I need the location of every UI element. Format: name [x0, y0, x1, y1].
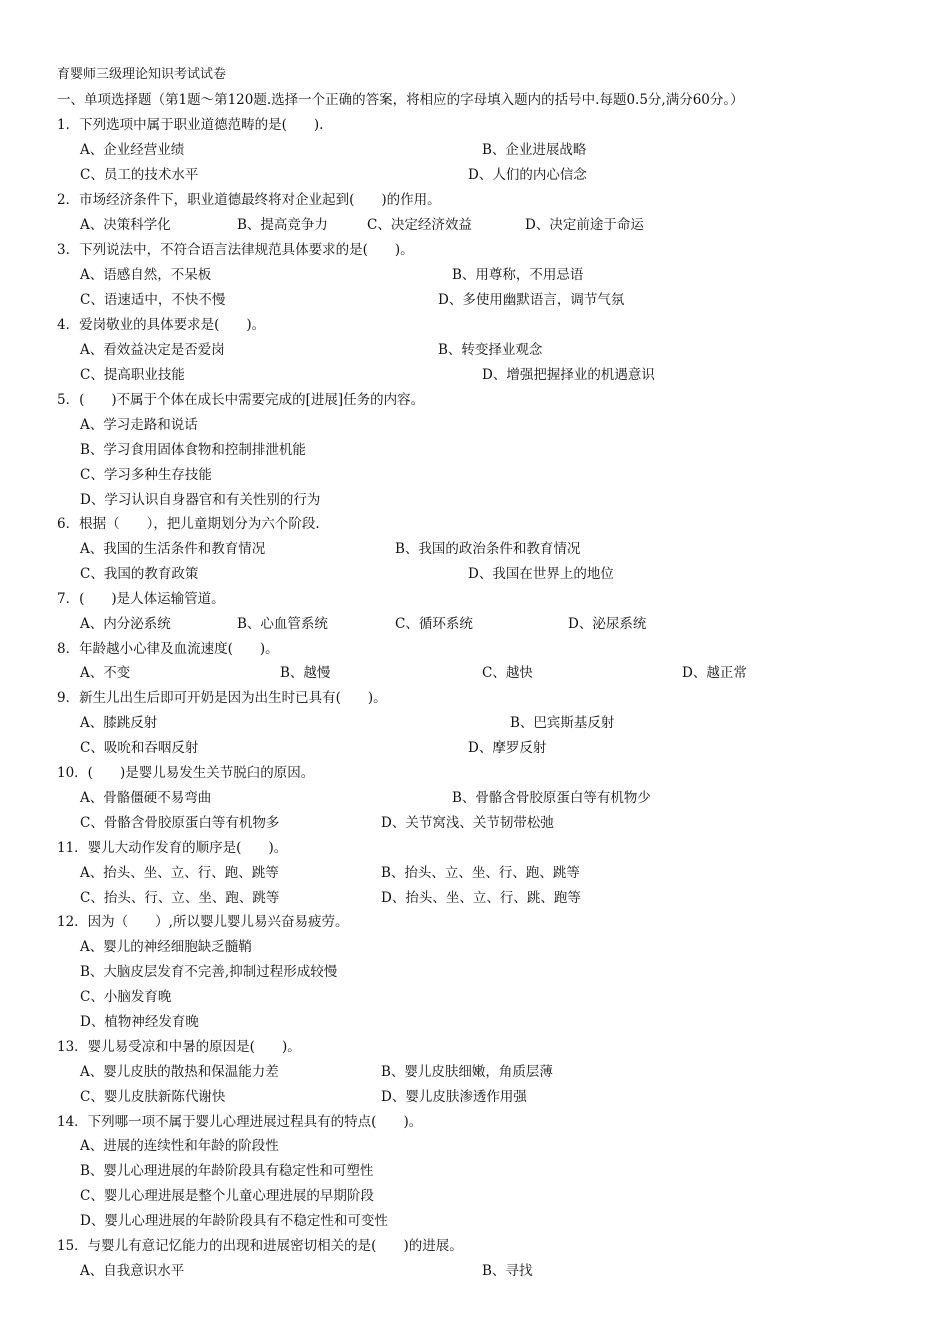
exam-page: 育婴师三级理论知识考试试卷 一、单项选择题（第1题～第120题.选择一个正确的答案，将相应的字母填入题内的括号中.每题0.5分,满分60分。） 1．下列选项中属于职业道德范畴的是( ). A、企业经营业绩 B、企业进展战略 C、员工的技术水平 D、人们的内心信念 2．市场经济条件下，职业道德最终将对企业起到( )的作用。 A、决策科学化 B、提高竞争力 C、决定经济效益 D、决定前途于命运 3．下列说法中，不符合语言法律规范具体要求的是( )。 A、语感自然，不呆板 B、用尊称，不用忌语 C、语速适中，不快不慢 D、多使用幽默语言，调节气氛 4．爱岗敬业的具体要求是( )。 A、看效益决定是否爱岗 B、转变择业观念 C、提高职业技能 D、增强把握择业的机遇意识 5．( )不属于个体在成长中需要完成的[进展]任务的内容。 A、学习走路和说话 B、学习食用固体食物和控制排泄机能 C、学习多种生存技能 D、学习认识自身器官和有关性别的行为 6．根据（ ），把儿童期划分为六个阶段. A、我国的生活条件和教育情况 B、我国的政治条件和教育情况 C、我国的教育政策 D、我国在世界上的地位 7．( )是人体运输管道。 A、内分泌系统 B、心血管系统 C、循环系统 D、泌尿系统 8．年龄越小心律及血流速度( )。 A、不变 B、越慢 C、越快 D、越正常 9．新生儿出生后即可开奶是因为出生时已具有( )。 A、膝跳反射 B、巴宾斯基反射 C、吸吮和吞咽反射 D、摩罗反射 10．( )是婴儿易发生关节脱臼的原因。 A、骨骼僵硬不易弯曲 B、骨骼含骨胶原蛋白等有机物少 C、骨骼含骨胶原蛋白等有机物多 D、关节窝浅、关节韧带松弛 11．婴儿大动作发育的顺序是( )。 A、抬头、坐、立、行、跑、跳等 B、抬头、立、坐、行、跑、跳等 C、抬头、行、立、坐、跑、跳等 D、抬头、坐、立、行、跳、跑等 12．因为（ ）,所以婴儿婴儿易兴奋易疲劳。 A、婴儿的神经细胞缺乏髓鞘 B、大脑皮层发育不完善,抑制过程形成较慢 C、小脑发育晚 D、植物神经发育晚 13．婴儿易受凉和中暑的原因是( )。 A、婴儿皮肤的散热和保温能力差 B、婴儿皮肤细嫩，角质层薄 C、婴儿皮肤新陈代谢快 D、婴儿皮肤渗透作用强 14．下列哪一项不属于婴儿心理进展过程具有的特点( )。 A、进展的连续性和年龄的阶段性 B、婴儿心理进展的年龄阶段具有稳定性和可塑性 C、婴儿心理进展是整个儿童心理进展的早期阶段 D、婴儿心理进展的年龄阶段具有不稳定性和可变性 15．与婴儿有意记忆能力的出现和进展密切相关的是( )的进展。 A、自我意识水平 B、寻找	[0, 0, 950, 1344]
option: C、决定经济效益	[367, 217, 472, 233]
option: D、摩罗反射	[468, 740, 547, 756]
option: A、语感自然，不呆板	[80, 267, 212, 283]
option: D、婴儿皮肤渗透作用强	[381, 1089, 527, 1105]
option: A、决策科学化	[80, 217, 171, 233]
option: B、婴儿皮肤细嫩，角质层薄	[381, 1064, 553, 1080]
option: A、企业经营业绩	[80, 142, 185, 158]
option: B、寻找	[482, 1263, 533, 1279]
option: D、抬头、坐、立、行、跳、跑等	[381, 890, 581, 906]
option: C、越快	[482, 665, 533, 681]
option: D、增强把握择业的机遇意识	[482, 367, 655, 383]
option: D、婴儿心理进展的年龄阶段具有不稳定性和可变性	[80, 1213, 388, 1229]
option: A、骨骼僵硬不易弯曲	[80, 790, 212, 806]
option: B、巴宾斯基反射	[510, 715, 615, 731]
option: C、提高职业技能	[80, 367, 185, 383]
option: A、不变	[80, 665, 131, 681]
option: A、内分泌系统	[80, 616, 171, 632]
option: D、决定前途于命运	[525, 217, 644, 233]
option: D、植物神经发育晚	[80, 1014, 199, 1030]
option: B、我国的政治条件和教育情况	[395, 541, 581, 557]
option: C、语速适中，不快不慢	[80, 292, 226, 308]
option: B、骨骼含骨胶原蛋白等有机物少	[452, 790, 651, 806]
option: D、越正常	[682, 665, 747, 681]
option: D、我国在世界上的地位	[468, 566, 614, 582]
option: D、关节窝浅、关节韧带松弛	[381, 815, 554, 831]
option: C、我国的教育政策	[80, 566, 199, 582]
option: B、提高竞争力	[237, 217, 328, 233]
option: B、抬头、立、坐、行、跑、跳等	[381, 865, 580, 881]
option: D、泌尿系统	[568, 616, 647, 632]
option: B、婴儿心理进展的年龄阶段具有稳定性和可塑性	[80, 1163, 374, 1179]
option: C、员工的技术水平	[80, 167, 199, 183]
instructions-text: 一、单项选择题（第1题～第120题.选择一个正确的答案，将相应的字母填入题内的括号中.每题0.5分,满分60分。）	[57, 92, 744, 108]
option: B、学习食用固体食物和控制排泄机能	[80, 442, 306, 458]
option: B、心血管系统	[237, 616, 328, 632]
option: C、骨骼含骨胶原蛋白等有机物多	[80, 815, 280, 831]
option: C、小脑发育晚	[80, 989, 172, 1005]
option: D、人们的内心信念	[468, 167, 587, 183]
option: B、越慢	[280, 665, 331, 681]
option: C、循环系统	[395, 616, 473, 632]
option: D、学习认识自身器官和有关性别的行为	[80, 492, 321, 508]
option: C、婴儿心理进展是整个儿童心理进展的早期阶段	[80, 1188, 374, 1204]
option: A、婴儿的神经细胞缺乏髓鞘	[80, 939, 252, 955]
option: C、吸吮和吞咽反射	[80, 740, 199, 756]
option: A、我国的生活条件和教育情况	[80, 541, 266, 557]
option: B、转变择业观念	[438, 342, 543, 358]
option: C、抬头、行、立、坐、跑、跳等	[80, 890, 280, 906]
exam-title-text: 育婴师三级理论知识考试试卷	[57, 67, 227, 82]
option: A、膝跳反射	[80, 715, 158, 731]
option: A、学习走路和说话	[80, 417, 198, 433]
option: A、自我意识水平	[80, 1263, 185, 1279]
option: A、看效益决定是否爱岗	[80, 342, 225, 358]
option: B、用尊称，不用忌语	[452, 267, 584, 283]
option: B、企业进展战略	[482, 142, 587, 158]
option: B、大脑皮层发育不完善,抑制过程形成较慢	[80, 964, 338, 980]
option: A、婴儿皮肤的散热和保温能力差	[80, 1064, 279, 1080]
option: D、多使用幽默语言，调节气氛	[438, 292, 625, 308]
option: C、婴儿皮肤新陈代谢快	[80, 1089, 226, 1105]
option: A、进展的连续性和年龄的阶段性	[80, 1138, 279, 1154]
option: A、抬头、坐、立、行、跑、跳等	[80, 865, 279, 881]
option: C、学习多种生存技能	[80, 467, 212, 483]
